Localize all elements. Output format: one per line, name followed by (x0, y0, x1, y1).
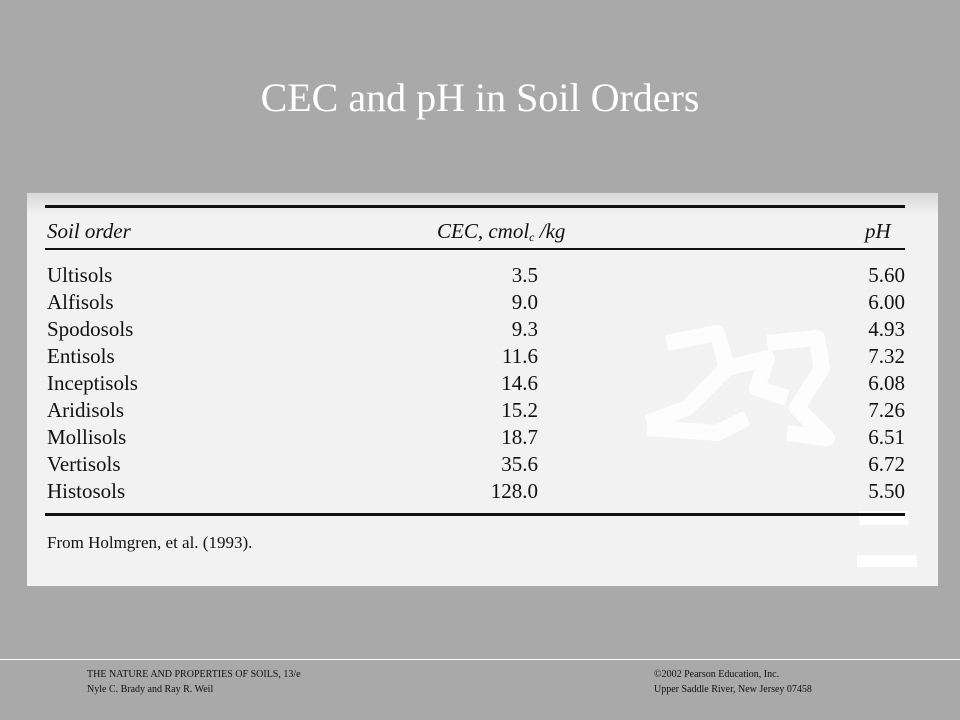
soil-order-cell: Entisols (47, 344, 115, 368)
cec-cell: 35.6 (501, 452, 538, 476)
ph-cell: 5.50 (868, 479, 905, 503)
ph-cell: 7.26 (868, 398, 905, 422)
soil-order-cell: Histosols (47, 479, 126, 503)
ph-cell: 5.60 (868, 263, 905, 287)
column-header-cec (437, 219, 565, 245)
cec-cell: 9.3 (511, 317, 538, 341)
table-row (27, 290, 938, 317)
slide-title: CEC and pH in Soil Orders (260, 75, 700, 120)
soil-order-cell: Aridisols (47, 398, 125, 422)
soil-order-cell: Ultisols (47, 263, 113, 287)
footer-divider (0, 659, 960, 660)
cec-header-prefix: CEC, cmol (437, 219, 530, 243)
cec-header-subscript: c (529, 230, 535, 244)
column-header-soil-order: Soil order (47, 219, 131, 243)
ph-cell: 6.72 (868, 452, 905, 476)
ph-cell: 7.32 (868, 344, 905, 368)
cec-cell: 9.0 (511, 290, 538, 314)
footer-authors: Nyle C. Brady and Ray R. Weil (87, 684, 214, 695)
soil-order-cell: Vertisols (47, 452, 121, 476)
footer-right (654, 667, 812, 697)
table-row (27, 398, 938, 425)
table-row (27, 344, 938, 371)
cec-cell: 15.2 (501, 398, 538, 422)
table-row (27, 452, 938, 479)
footer-publisher-address: Upper Saddle River, New Jersey 07458 (654, 684, 812, 695)
table-top-rule (45, 205, 905, 208)
ph-cell: 6.51 (868, 425, 905, 449)
cec-cell: 14.6 (501, 371, 538, 395)
column-header-ph: pH (865, 219, 891, 243)
table-row (27, 479, 938, 506)
cec-header-suffix: /kg (534, 219, 566, 243)
table-row (27, 371, 938, 398)
ph-cell: 4.93 (868, 317, 905, 341)
table-source-note: From Holmgren, et al. (1993). (47, 533, 253, 552)
cec-cell: 18.7 (501, 425, 538, 449)
table-bottom-rule (45, 513, 905, 516)
table-row (27, 263, 938, 290)
footer-book-title: THE NATURE AND PROPERTIES OF SOILS, 13/e (87, 669, 301, 680)
footer-left (87, 667, 301, 697)
table-row (27, 317, 938, 344)
footer-copyright: ©2002 Pearson Education, Inc. (654, 669, 780, 680)
soil-order-cell: Alfisols (47, 290, 114, 314)
soil-order-cell: Inceptisols (47, 371, 138, 395)
table-header-rule (45, 248, 905, 250)
soil-order-cell: Mollisols (47, 425, 127, 449)
cec-cell: 128.0 (490, 479, 538, 503)
cec-cell: 11.6 (502, 344, 538, 368)
soil-order-cell: Spodosols (47, 317, 134, 341)
ph-cell: 6.00 (868, 290, 905, 314)
cec-cell: 3.5 (511, 263, 538, 287)
table-row (27, 425, 938, 452)
scanned-table-image (27, 193, 938, 586)
ph-cell: 6.08 (868, 371, 905, 395)
